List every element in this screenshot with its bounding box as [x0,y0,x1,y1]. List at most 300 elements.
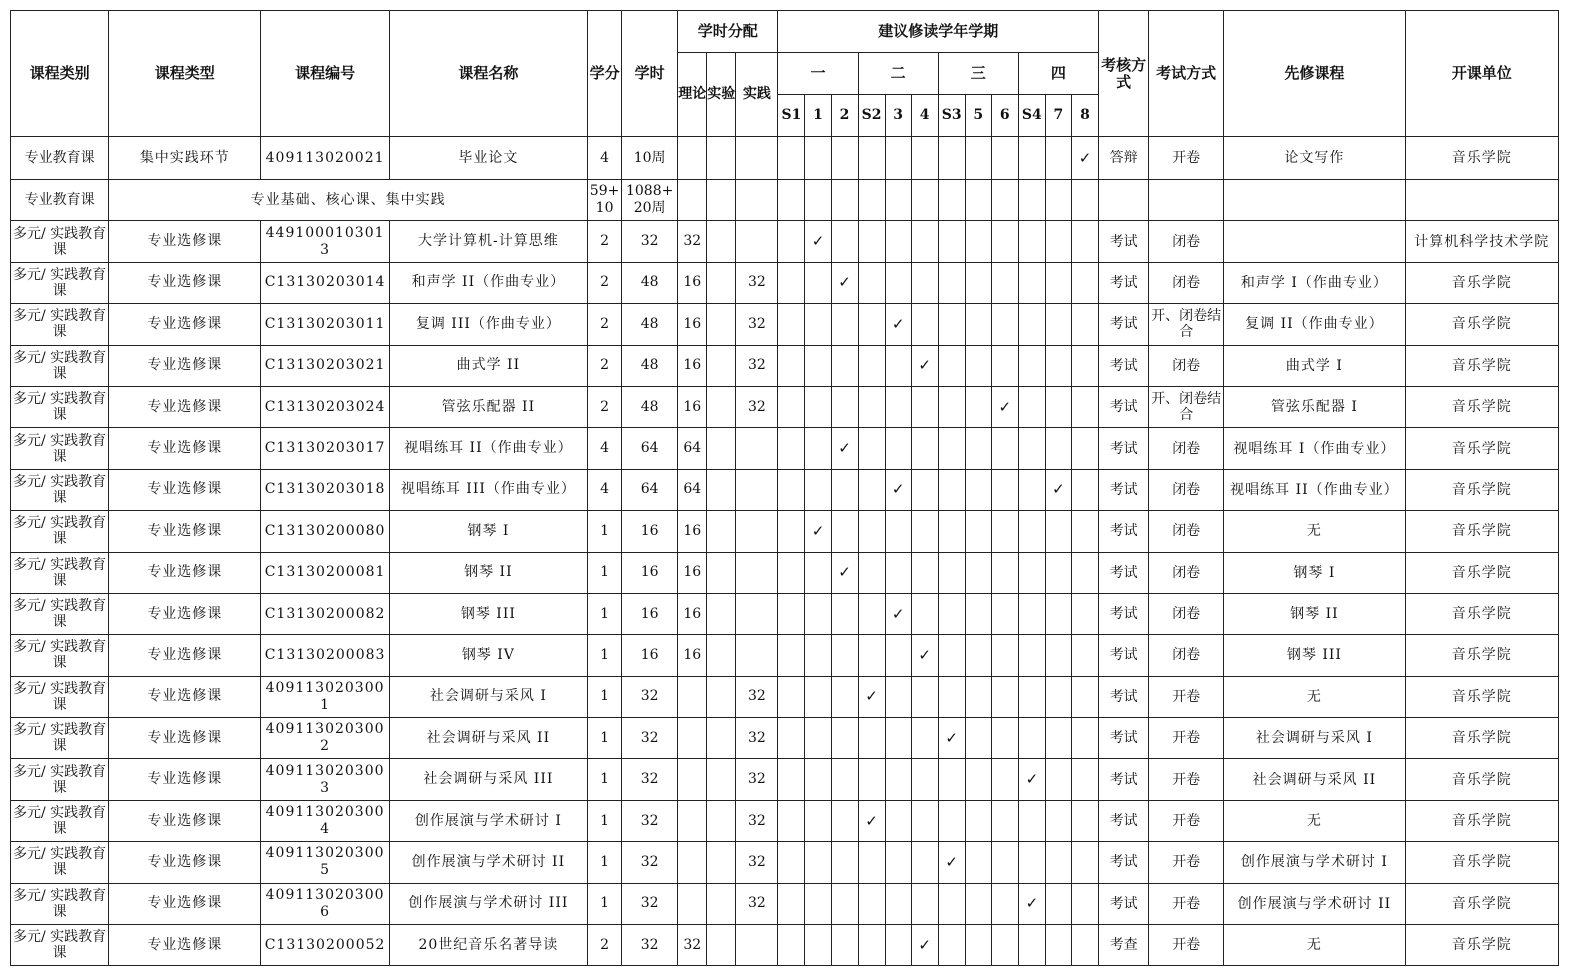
term-cell [831,759,858,800]
term-cell [858,842,885,883]
check-mark-icon: ✓ [1071,137,1098,180]
term-cell [805,718,831,759]
practice-hours-cell: 32 [736,759,778,800]
assessment-cell: 考查 [1099,925,1149,966]
check-mark-icon: ✓ [831,262,858,303]
unit-cell: 音乐学院 [1405,386,1558,427]
course-code-cell: C13130203021 [261,345,389,386]
term-cell [1045,800,1071,841]
course-name-cell: 大学计算机-计算思维 [389,221,587,262]
term-cell [858,883,885,924]
term-cell [1018,552,1045,593]
course-type-cell: 专业选修课 [109,511,261,552]
term-cell [831,345,858,386]
term-cell [885,552,911,593]
summary-hours-cell: 1088+20周 [622,180,678,221]
course-code-cell: 4491000103013 [261,221,389,262]
summary-category-cell: 专业教育课 [11,180,109,221]
experiment-hours-cell [707,345,736,386]
term-cell [805,137,831,180]
prerequisite-cell: 钢琴 II [1224,593,1405,634]
header-year-4: 四 [1018,53,1098,95]
exam-method-cell: 开卷 [1149,883,1224,924]
experiment-hours-cell [707,386,736,427]
term-cell [1018,718,1045,759]
course-code-cell: C13130203017 [261,428,389,469]
term-cell [805,304,831,345]
check-mark-icon: ✓ [1045,469,1071,510]
prerequisite-cell: 创作展演与学术研讨 I [1224,842,1405,883]
theory-hours-cell [678,718,707,759]
prerequisite-cell: 视唱练耳 II（作曲专业） [1224,469,1405,510]
table-row [11,759,1559,800]
empty-cell [938,180,965,221]
course-type-cell: 专业选修课 [109,925,261,966]
hours-cell: 32 [622,676,678,717]
course-type-cell: 专业选修课 [109,842,261,883]
term-cell [831,883,858,924]
prerequisite-cell: 和声学 I（作曲专业） [1224,262,1405,303]
credit-cell: 1 [588,552,622,593]
check-mark-icon: ✓ [805,221,831,262]
term-cell [858,593,885,634]
term-cell [938,759,965,800]
term-cell [938,676,965,717]
header-prerequisite: 先修课程 [1224,11,1405,137]
header-year-2: 二 [858,53,938,95]
theory-hours-cell: 16 [678,552,707,593]
term-cell [911,386,938,427]
theory-hours-cell [678,137,707,180]
term-cell [911,262,938,303]
theory-hours-cell: 16 [678,593,707,634]
term-cell [965,759,991,800]
exam-method-cell: 开卷 [1149,759,1224,800]
term-cell [778,511,805,552]
term-cell [778,718,805,759]
course-name-cell: 社会调研与采风 III [389,759,587,800]
term-cell [991,511,1018,552]
term-cell [805,552,831,593]
exam-method-cell: 闭卷 [1149,469,1224,510]
unit-cell: 音乐学院 [1405,800,1558,841]
credit-cell: 2 [588,221,622,262]
term-cell [885,635,911,676]
practice-hours-cell: 32 [736,386,778,427]
assessment-cell: 考试 [1099,221,1149,262]
course-type-cell: 专业选修课 [109,883,261,924]
header-course-type: 课程类型 [109,11,261,137]
course-category-cell: 多元/ 实践教育课 [11,925,109,966]
term-cell [1071,469,1098,510]
check-mark-icon: ✓ [858,800,885,841]
credit-cell: 1 [588,883,622,924]
term-cell [778,635,805,676]
course-code-cell: C13130200081 [261,552,389,593]
course-type-cell: 专业选修课 [109,593,261,634]
course-code-cell: 409113020021 [261,137,389,180]
term-cell [858,469,885,510]
course-category-cell: 多元/ 实践教育课 [11,345,109,386]
term-cell [911,593,938,634]
assessment-cell: 考试 [1099,676,1149,717]
term-cell [805,759,831,800]
term-cell [885,883,911,924]
hours-cell: 48 [622,262,678,303]
course-category-cell: 多元/ 实践教育课 [11,759,109,800]
assessment-cell: 考试 [1099,593,1149,634]
practice-hours-cell [736,593,778,634]
assessment-cell: 考试 [1099,635,1149,676]
term-cell [1045,676,1071,717]
empty-cell [1224,180,1405,221]
credit-cell: 2 [588,345,622,386]
table-row [11,635,1559,676]
unit-cell: 计算机科学技术学院 [1405,221,1558,262]
term-cell [1018,800,1045,841]
empty-cell [911,180,938,221]
term-cell [1071,386,1098,427]
header-credit: 学分 [588,11,622,137]
term-cell [858,137,885,180]
course-type-cell: 专业选修课 [109,635,261,676]
course-category-cell: 多元/ 实践教育课 [11,883,109,924]
course-type-cell: 专业选修课 [109,469,261,510]
table-row [11,469,1559,510]
term-cell [911,883,938,924]
term-cell [778,304,805,345]
term-cell [991,800,1018,841]
unit-cell: 音乐学院 [1405,676,1558,717]
term-cell [858,759,885,800]
hours-cell: 48 [622,304,678,345]
prerequisite-cell: 曲式学 I [1224,345,1405,386]
practice-hours-cell: 32 [736,345,778,386]
credit-cell: 1 [588,842,622,883]
term-cell [965,262,991,303]
term-cell [938,304,965,345]
header-experiment: 实验 [707,53,736,137]
course-code-cell: C13130203014 [261,262,389,303]
check-mark-icon: ✓ [858,676,885,717]
practice-hours-cell [736,428,778,469]
header-term: S3 [938,95,965,137]
theory-hours-cell: 32 [678,221,707,262]
empty-cell [965,180,991,221]
term-cell [1018,304,1045,345]
practice-hours-cell [736,635,778,676]
term-cell [778,552,805,593]
assessment-cell: 考试 [1099,800,1149,841]
table-row [11,221,1559,262]
term-cell [991,552,1018,593]
empty-cell [1149,180,1224,221]
term-cell [778,883,805,924]
course-name-cell: 视唱练耳 II（作曲专业） [389,428,587,469]
term-cell [911,469,938,510]
term-cell [805,345,831,386]
hours-cell: 32 [622,883,678,924]
prerequisite-cell: 视唱练耳 I（作曲专业） [1224,428,1405,469]
term-cell [778,345,805,386]
credit-cell: 1 [588,718,622,759]
header-term: 6 [991,95,1018,137]
table-body [11,137,1559,966]
course-name-cell: 创作展演与学术研讨 II [389,842,587,883]
course-category-cell: 多元/ 实践教育课 [11,304,109,345]
experiment-hours-cell [707,469,736,510]
course-category-cell: 多元/ 实践教育课 [11,511,109,552]
term-cell [1071,221,1098,262]
term-cell [911,842,938,883]
prerequisite-cell: 社会调研与采风 II [1224,759,1405,800]
term-cell [858,552,885,593]
term-cell [831,304,858,345]
course-type-cell: 专业选修课 [109,552,261,593]
course-type-cell: 专业选修课 [109,262,261,303]
course-code-cell: C13130200083 [261,635,389,676]
header-term: 7 [1045,95,1071,137]
empty-cell [885,180,911,221]
term-cell [911,428,938,469]
term-cell [1071,676,1098,717]
exam-method-cell: 闭卷 [1149,428,1224,469]
assessment-cell: 考试 [1099,759,1149,800]
experiment-hours-cell [707,925,736,966]
table-row [11,304,1559,345]
credit-cell: 2 [588,386,622,427]
term-cell [1045,221,1071,262]
hours-cell: 32 [622,925,678,966]
term-cell [1018,925,1045,966]
exam-method-cell: 开卷 [1149,842,1224,883]
term-cell [805,593,831,634]
term-cell [1071,304,1098,345]
header-exam-method: 考试方式 [1149,11,1224,137]
header-hours: 学时 [622,11,678,137]
practice-hours-cell: 32 [736,718,778,759]
term-cell [831,137,858,180]
experiment-hours-cell [707,759,736,800]
header-term: 3 [885,95,911,137]
unit-cell: 音乐学院 [1405,883,1558,924]
hours-cell: 10周 [622,137,678,180]
term-cell [805,428,831,469]
term-cell [991,304,1018,345]
term-cell [965,345,991,386]
term-cell [1018,386,1045,427]
header-course-code: 课程编号 [261,11,389,137]
unit-cell: 音乐学院 [1405,842,1558,883]
prerequisite-cell: 创作展演与学术研讨 II [1224,883,1405,924]
course-code-cell: 4091130203001 [261,676,389,717]
term-cell [805,262,831,303]
theory-hours-cell: 16 [678,262,707,303]
assessment-cell: 考试 [1099,552,1149,593]
course-type-cell: 专业选修课 [109,386,261,427]
hours-cell: 64 [622,428,678,469]
term-cell [965,635,991,676]
table-row [11,262,1559,303]
check-mark-icon: ✓ [911,345,938,386]
term-cell [965,718,991,759]
assessment-cell: 考试 [1099,469,1149,510]
term-cell [965,511,991,552]
term-cell [885,262,911,303]
experiment-hours-cell [707,137,736,180]
term-cell [965,593,991,634]
theory-hours-cell: 64 [678,428,707,469]
term-cell [991,428,1018,469]
term-cell [938,593,965,634]
term-cell [991,469,1018,510]
theory-hours-cell [678,842,707,883]
check-mark-icon: ✓ [938,718,965,759]
term-cell [938,428,965,469]
course-category-cell: 多元/ 实践教育课 [11,552,109,593]
term-cell [805,800,831,841]
empty-cell [707,180,736,221]
credit-cell: 1 [588,593,622,634]
course-name-cell: 社会调研与采风 II [389,718,587,759]
term-cell [1018,511,1045,552]
check-mark-icon: ✓ [885,304,911,345]
course-code-cell: C13130200080 [261,511,389,552]
term-cell [778,759,805,800]
header-unit: 开课单位 [1405,11,1558,137]
term-cell [885,842,911,883]
term-cell [805,842,831,883]
term-cell [1018,593,1045,634]
empty-cell [1405,180,1558,221]
term-cell [991,635,1018,676]
term-cell [938,883,965,924]
course-type-cell: 专业选修课 [109,304,261,345]
practice-hours-cell: 32 [736,676,778,717]
header-term: S2 [858,95,885,137]
term-cell [805,676,831,717]
term-cell [965,676,991,717]
course-code-cell: 4091130203002 [261,718,389,759]
course-category-cell: 多元/ 实践教育课 [11,593,109,634]
term-cell [938,386,965,427]
experiment-hours-cell [707,800,736,841]
course-category-cell: 多元/ 实践教育课 [11,221,109,262]
assessment-cell: 考试 [1099,428,1149,469]
experiment-hours-cell [707,511,736,552]
experiment-hours-cell [707,552,736,593]
exam-method-cell: 闭卷 [1149,345,1224,386]
course-name-cell: 社会调研与采风 I [389,676,587,717]
course-type-cell: 专业选修课 [109,428,261,469]
credit-cell: 4 [588,469,622,510]
exam-method-cell: 闭卷 [1149,511,1224,552]
course-category-cell: 多元/ 实践教育课 [11,800,109,841]
term-cell [805,635,831,676]
empty-cell [678,180,707,221]
header-term: S1 [778,95,805,137]
term-cell [1045,718,1071,759]
term-cell [858,304,885,345]
check-mark-icon: ✓ [885,469,911,510]
prerequisite-cell: 钢琴 I [1224,552,1405,593]
term-cell [911,759,938,800]
term-cell [858,221,885,262]
course-type-cell: 专业选修课 [109,718,261,759]
table-row [11,552,1559,593]
term-cell [1071,718,1098,759]
term-cell [1071,511,1098,552]
term-cell [991,925,1018,966]
header-term: 4 [911,95,938,137]
prerequisite-cell [1224,221,1405,262]
check-mark-icon: ✓ [885,593,911,634]
header-suggested-term: 建议修读学年学期 [778,11,1099,53]
check-mark-icon: ✓ [911,635,938,676]
exam-method-cell: 开卷 [1149,137,1224,180]
credit-cell: 1 [588,759,622,800]
term-cell [831,386,858,427]
experiment-hours-cell [707,304,736,345]
table-row [11,593,1559,634]
term-cell [831,800,858,841]
term-cell [778,262,805,303]
course-type-cell: 专业选修课 [109,759,261,800]
check-mark-icon: ✓ [1018,883,1045,924]
hours-cell: 32 [622,842,678,883]
hours-cell: 32 [622,221,678,262]
course-name-cell: 20世纪音乐名著导读 [389,925,587,966]
empty-cell [805,180,831,221]
theory-hours-cell: 16 [678,386,707,427]
term-cell [778,137,805,180]
term-cell [778,221,805,262]
unit-cell: 音乐学院 [1405,137,1558,180]
term-cell [1071,842,1098,883]
term-cell [1045,842,1071,883]
credit-cell: 1 [588,635,622,676]
experiment-hours-cell [707,593,736,634]
header-term: 5 [965,95,991,137]
term-cell [1018,635,1045,676]
term-cell [858,718,885,759]
check-mark-icon: ✓ [938,842,965,883]
unit-cell: 音乐学院 [1405,593,1558,634]
assessment-cell: 考试 [1099,304,1149,345]
credit-cell: 1 [588,676,622,717]
term-cell [1045,304,1071,345]
practice-hours-cell [736,137,778,180]
theory-hours-cell: 16 [678,635,707,676]
term-cell [965,137,991,180]
table-row [11,137,1559,180]
hours-cell: 48 [622,386,678,427]
theory-hours-cell: 32 [678,925,707,966]
unit-cell: 音乐学院 [1405,635,1558,676]
theory-hours-cell [678,883,707,924]
term-cell [1045,345,1071,386]
term-cell [965,800,991,841]
prerequisite-cell: 钢琴 III [1224,635,1405,676]
term-cell [885,718,911,759]
term-cell [1071,635,1098,676]
term-cell [885,137,911,180]
term-cell [938,925,965,966]
term-cell [778,676,805,717]
course-type-cell: 专业选修课 [109,345,261,386]
table-row [11,842,1559,883]
table-row [11,676,1559,717]
